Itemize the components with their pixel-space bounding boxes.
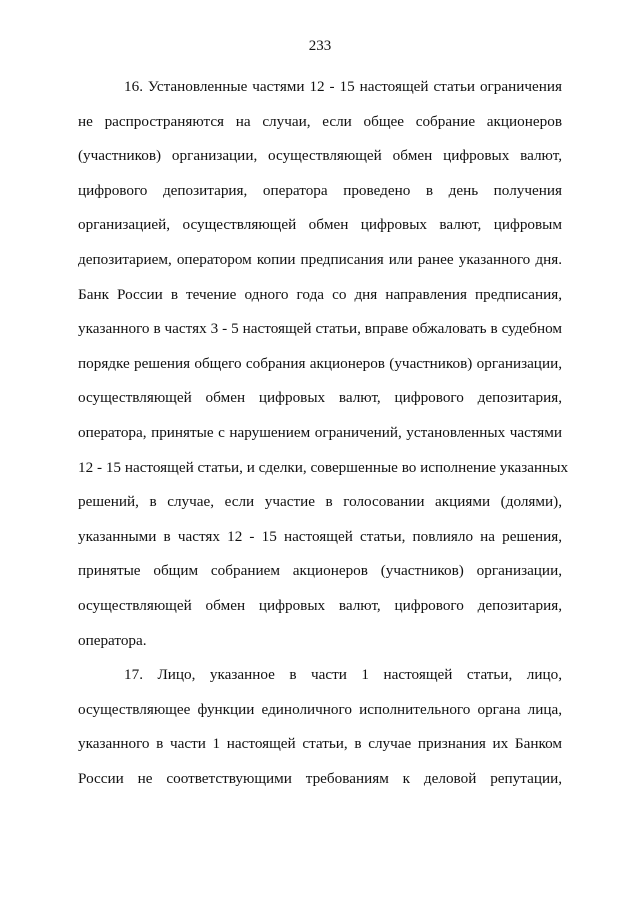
text-line: 12 - 15 настоящей статьи, и сделки, совершенные во исполнение указанных: [78, 458, 569, 476]
text-line: решений, в случае, если участие в голосовании акциями (долями),: [78, 493, 562, 511]
text-line: (участников) организации, осуществляющей обмен цифровых валют,: [78, 147, 562, 165]
text-line: оператора, принятые с нарушением ограничений, установленных частями: [78, 423, 562, 441]
text-line: не распространяются на случаи, если общее собрание акционеров: [78, 112, 562, 130]
text-line: осуществляющей обмен цифровых валют, цифрового депозитария,: [78, 389, 562, 407]
text-line: осуществляющее функции единоличного исполнительного органа лица,: [78, 700, 562, 718]
text-line: оператора.: [78, 631, 147, 649]
text-line: указанными в частях 12 - 15 настоящей статьи, повлияло на решения,: [78, 527, 562, 545]
text-line: организацией, осуществляющей обмен цифровых валют, цифровым: [78, 216, 562, 234]
text-line: 16. Установленные частями 12 - 15 настоящей статьи ограничения: [124, 78, 562, 95]
text-line: России не соответствующими требованиям к деловой репутации,: [78, 769, 562, 787]
text-line: осуществляющей обмен цифровых валют, цифрового депозитария,: [78, 596, 562, 614]
text-line: цифрового депозитария, оператора проведено в день получения: [78, 181, 562, 199]
text-line: указанного в частях 3 - 5 настоящей статьи, вправе обжаловать в судебном: [78, 320, 562, 338]
text-line: 17. Лицо, указанное в части 1 настоящей статьи, лицо,: [124, 666, 562, 684]
text-line: Банк России в течение одного года со дня направления предписания,: [78, 285, 562, 303]
text-line: указанного в части 1 настоящей статьи, в случае признания их Банком: [78, 735, 562, 753]
text-line: депозитарием, оператором копии предписания или ранее указанного дня.: [78, 250, 562, 268]
text-line: принятые общим собранием акционеров (участников) организации,: [78, 562, 562, 580]
page-number: 233: [308, 38, 332, 54]
text-line: порядке решения общего собрания акционеров (участников) организации,: [78, 354, 562, 372]
document-body: [78, 70, 569, 796]
